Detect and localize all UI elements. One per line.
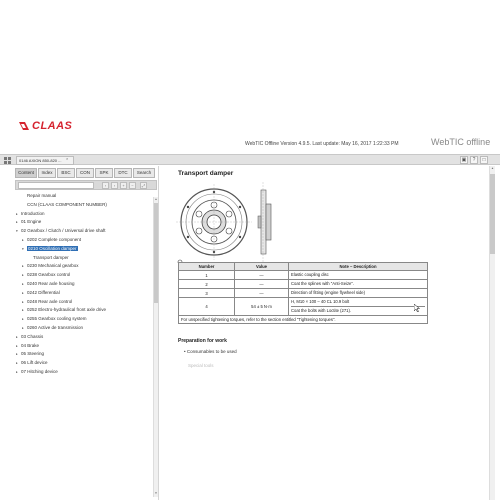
tree-item-label: 0255 Gearbox cooling system bbox=[27, 316, 87, 322]
collapsed-arrow-icon[interactable]: ▸ bbox=[22, 326, 24, 330]
collapsed-arrow-icon[interactable]: ▸ bbox=[22, 299, 24, 304]
tree-item-label: 0260 Active de transmission bbox=[27, 325, 84, 330]
content-scroll-up-icon[interactable]: ▲ bbox=[491, 166, 494, 170]
tab-bsc[interactable]: BSC bbox=[57, 168, 75, 178]
tree-item[interactable] bbox=[28, 254, 69, 261]
cell-number: 4 bbox=[179, 298, 235, 316]
scroll-down-icon[interactable]: ▼ bbox=[154, 491, 158, 495]
tree-item-label: CCN (CLAAS COMPONENT NUMBER) bbox=[27, 201, 107, 207]
tree-item-label: Introduction bbox=[21, 210, 45, 216]
tree-item[interactable] bbox=[16, 333, 43, 340]
tab-dtc[interactable]: DTC bbox=[114, 168, 132, 178]
collapsed-arrow-icon[interactable]: ▸ bbox=[16, 361, 18, 366]
note-line: Coat the splines with "Anti-Seize". bbox=[291, 281, 355, 286]
help-button[interactable]: ? bbox=[470, 156, 478, 164]
cell-note bbox=[289, 271, 428, 280]
expanded-arrow-icon[interactable]: ▾ bbox=[22, 246, 24, 251]
collapsed-arrow-icon[interactable]: ▸ bbox=[16, 343, 18, 348]
collapsed-arrow-icon[interactable]: ▸ bbox=[22, 308, 24, 313]
tree-item-label: 0248 Rear axle control bbox=[27, 298, 73, 304]
tree-item[interactable] bbox=[22, 306, 106, 313]
collapsed-arrow-icon[interactable]: ▸ bbox=[16, 334, 18, 339]
collapsed-arrow-icon[interactable]: ▸ bbox=[16, 352, 18, 357]
tree-item-label: 07 Hitching device bbox=[21, 369, 58, 374]
collapsed-arrow-icon[interactable]: ▸ bbox=[22, 282, 24, 286]
collapse-button[interactable]: − bbox=[129, 182, 136, 189]
fullscreen-button[interactable]: ⤢ bbox=[141, 183, 146, 188]
note-line: H, M10 × 100 – 40 CL 10.9 bolt bbox=[291, 299, 350, 304]
preparation-heading: Preparation for work bbox=[178, 338, 227, 344]
cell-number: 3 bbox=[179, 289, 235, 298]
tree-toolbar bbox=[15, 180, 157, 190]
cell-value: 54 ± 5 N·m bbox=[235, 298, 289, 316]
tree-item-label: 0252 Electro-hydraulical front axle drive bbox=[27, 307, 107, 313]
tree-item-label: 01 Engine bbox=[21, 219, 42, 225]
tree-item-label: 03 Chassis bbox=[21, 333, 44, 339]
tree-item[interactable] bbox=[16, 359, 48, 366]
version-text: WebTIC Offline Version 4.9.5. Last update: May 16, 2017 1:22:33 PM bbox=[245, 141, 399, 147]
tree-item[interactable] bbox=[22, 324, 83, 331]
collapsed-arrow-icon[interactable]: ▸ bbox=[16, 211, 18, 216]
brand-name: CLAAS bbox=[32, 120, 73, 132]
navigation-panel bbox=[13, 166, 159, 500]
page-title: Transport damper bbox=[178, 170, 234, 177]
grid-menu-icon[interactable] bbox=[4, 157, 12, 164]
tree-item-label: 0210 Oscillation damper bbox=[28, 245, 77, 251]
tree-filter-input[interactable] bbox=[18, 182, 94, 189]
content-scrollbar-thumb[interactable] bbox=[490, 174, 495, 254]
collapsed-arrow-icon[interactable]: ▸ bbox=[22, 238, 24, 242]
tab-index[interactable]: Index bbox=[38, 168, 56, 178]
document-tab-bar bbox=[0, 154, 500, 165]
tree-item[interactable] bbox=[22, 298, 72, 305]
tree-item[interactable] bbox=[16, 342, 39, 349]
claas-logo-icon bbox=[18, 121, 30, 131]
tree-item[interactable] bbox=[22, 271, 70, 278]
cell-number: 2 bbox=[179, 280, 235, 289]
document-content bbox=[172, 166, 488, 500]
cell-value: — bbox=[235, 289, 289, 298]
tree-item[interactable] bbox=[16, 210, 45, 217]
tree-item[interactable] bbox=[16, 227, 106, 234]
table-row bbox=[179, 289, 428, 298]
tree-item[interactable] bbox=[22, 192, 56, 199]
cell-number: 1 bbox=[179, 271, 235, 280]
tab-con[interactable]: CON bbox=[76, 168, 94, 178]
expanded-arrow-icon[interactable]: ▾ bbox=[16, 229, 18, 234]
tree-item-label: 04 Brake bbox=[21, 342, 40, 348]
window-button-1[interactable]: ▣ bbox=[461, 157, 467, 163]
tab-spk[interactable]: SPK bbox=[95, 168, 113, 178]
tree-item[interactable] bbox=[22, 236, 81, 243]
tree-item[interactable] bbox=[22, 289, 60, 296]
mouse-cursor-icon bbox=[414, 304, 420, 312]
tree-item[interactable] bbox=[22, 245, 78, 252]
tree-item[interactable] bbox=[22, 201, 107, 208]
faded-text: Special tools bbox=[188, 363, 214, 368]
tab-search[interactable]: Search bbox=[133, 168, 155, 178]
table-footer-note: For unspecified tightening torques, refer to the section entitled "Tightening torques". bbox=[179, 316, 428, 324]
header-number: Number bbox=[179, 263, 235, 271]
collapsed-arrow-icon[interactable]: ▸ bbox=[22, 273, 24, 278]
collapsed-arrow-icon[interactable]: ▸ bbox=[16, 370, 18, 374]
table-header-row bbox=[179, 263, 428, 271]
tree-item-label: 06 Lift device bbox=[21, 360, 48, 366]
collapsed-arrow-icon[interactable]: ▸ bbox=[16, 220, 18, 225]
content-scrollbar[interactable] bbox=[489, 166, 495, 500]
expand-button[interactable]: + bbox=[120, 182, 127, 189]
specs-table bbox=[178, 262, 428, 324]
close-tab-icon[interactable]: × bbox=[66, 156, 69, 161]
claas-logo bbox=[18, 120, 72, 132]
collapsed-arrow-icon[interactable]: ▸ bbox=[22, 317, 24, 322]
note-line: Elastic coupling disc bbox=[291, 272, 329, 277]
collapsed-arrow-icon[interactable]: ▸ bbox=[22, 290, 24, 295]
tree-item[interactable] bbox=[22, 262, 79, 269]
cell-note bbox=[289, 289, 428, 298]
tree-item-label: Repair manual bbox=[27, 193, 57, 198]
table-row bbox=[179, 298, 428, 316]
next-button[interactable]: › bbox=[111, 182, 118, 189]
bullet-text: Consumables to be used bbox=[186, 349, 237, 354]
damper-illustration bbox=[176, 180, 286, 266]
content-tree bbox=[16, 192, 156, 498]
tree-item-label: 05 Steering bbox=[21, 351, 45, 357]
collapsed-arrow-icon[interactable]: ▸ bbox=[22, 264, 24, 269]
tree-item[interactable] bbox=[22, 315, 87, 322]
tree-item-label: 0242 Differential bbox=[27, 289, 60, 295]
tree-item[interactable] bbox=[16, 350, 44, 357]
tree-item-label: 0230 Mechanical gearbox bbox=[27, 263, 79, 269]
product-title: WebTIC offline bbox=[431, 137, 491, 147]
window-button-3[interactable]: □ bbox=[480, 156, 488, 164]
note-line: Direction of fitting (engine flywheel side) bbox=[291, 290, 366, 295]
tree-item[interactable] bbox=[16, 218, 41, 225]
cell-value: — bbox=[235, 271, 289, 280]
tree-scrollbar[interactable] bbox=[153, 197, 158, 497]
tree-item-label: 0238 Gearbox control bbox=[27, 272, 71, 278]
bullet-item: • Consumables to be used bbox=[184, 349, 237, 354]
table-row bbox=[179, 280, 428, 289]
navigation-tabs bbox=[15, 168, 156, 178]
tab-content[interactable]: Content bbox=[15, 168, 37, 178]
note-line: Coat the bolts with Loctite (271). bbox=[291, 306, 425, 315]
tree-item-label: 0202 Complete component bbox=[27, 237, 82, 242]
header-note: Note – Description bbox=[289, 263, 428, 271]
tree-item-label: Transport damper bbox=[33, 254, 69, 260]
table-row bbox=[179, 271, 428, 280]
tree-scrollbar-thumb[interactable] bbox=[154, 203, 158, 303]
tree-item-label: 0240 Rear axle housing bbox=[27, 281, 75, 286]
document-tab-label: 0146 AXION 850-820 ... bbox=[19, 158, 62, 163]
tree-item[interactable] bbox=[22, 280, 75, 287]
tree-item-label: 02 Gearbox / Clutch / Universal drive shaft bbox=[21, 228, 106, 234]
header-value: Value bbox=[235, 263, 289, 271]
table-footer-row bbox=[179, 316, 428, 324]
cell-note bbox=[289, 298, 428, 316]
tree-item[interactable] bbox=[16, 368, 58, 375]
prev-button[interactable]: ‹ bbox=[102, 182, 109, 189]
cell-value: — bbox=[235, 280, 289, 289]
cell-note bbox=[289, 280, 428, 289]
scroll-up-icon[interactable]: ▲ bbox=[154, 197, 158, 201]
